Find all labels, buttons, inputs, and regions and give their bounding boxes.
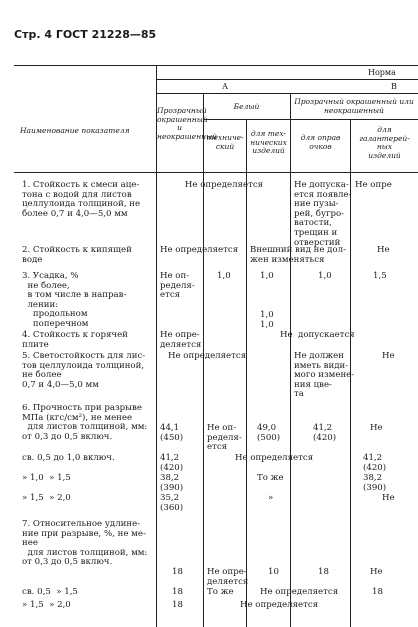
row6b-mid: Не определяется [235, 453, 314, 463]
white-rule [203, 119, 418, 120]
header-haberdashery: для галантерей- ных изделий [359, 125, 410, 160]
table-top-rule [14, 65, 418, 66]
row4-c1: Не опре- деляется [160, 330, 202, 350]
header-b: В [391, 82, 397, 91]
row7b-c5: 18 [372, 587, 383, 597]
row7b-name: св. 0,5 » 1,5 [22, 587, 78, 597]
row7b-mid: Не определяется [260, 587, 339, 597]
row5-b: Не должен иметь види- мого измене- ния цве- та [294, 351, 355, 400]
header-tech-items: для тех- нических изделий [250, 129, 287, 155]
row6d-c5: Не [382, 493, 395, 503]
col-divider-3 [246, 119, 247, 627]
row3-c1: Не оп- ределя- ется [160, 271, 195, 301]
row6-name: 6. Прочность при разрыве МПа (кгс/см²), не менее для листов толщиной, мм: от 0,3 до 0,5 включ. [22, 403, 148, 442]
header-bottom-rule [14, 172, 418, 173]
row7c-mid: Не определяется [240, 600, 319, 610]
row3-c3b: 1,0 1,0 [260, 310, 274, 330]
row5-name: 5. Светостойкость для лис- тов целлулоида толщиной, не более 0,7 и 4,0—5,0 мм [22, 351, 146, 390]
header-technical: техниче- ский [206, 133, 244, 151]
page-header: Стр. 4 ГОСТ 21228—85 [14, 28, 157, 41]
row6b-c1: 41,2 (420) [160, 453, 184, 473]
row6c-name: » 1,0 » 1,5 [22, 473, 71, 483]
row4-rest: Не допускается [280, 330, 355, 340]
row1-b1: Не допуска- ется появле- ние пузы- рей, бугро- ватости, трещин и отверстий [294, 180, 352, 248]
row7a-c4: 18 [318, 567, 329, 577]
row4-name: 4. Стойкость к горячей плите [22, 330, 128, 350]
header-norma: Норма [368, 68, 396, 77]
row6a-c3: 49,0 (500) [257, 423, 281, 443]
row7-name: 7. Относительное удлине- ние при разрыве, %, не ме- нее для листов толщиной, мм: от 0,3 до 0,5 включ. [22, 519, 148, 568]
row6c-c1: 38,2 (390) [160, 473, 184, 493]
header-eyeglass: для оправ очков [300, 133, 341, 151]
row6a-c2: Не оп- ределя- ется [207, 423, 242, 453]
header-transp-painted: Прозрачный окрашенный или неокрашенный [294, 97, 414, 115]
row7c-c1: 18 [172, 600, 183, 610]
row1-b2: Не опре [355, 180, 392, 190]
row2-a: Не определяется [160, 245, 239, 255]
row6c-mid: То же [257, 473, 284, 483]
row3-c3: 1,0 [260, 271, 274, 281]
ab-rule [156, 93, 418, 94]
row7a-c2: Не опре- деляется [207, 567, 249, 587]
row6d-mid: » [268, 493, 274, 503]
row7b-c2: То же [207, 587, 234, 597]
row2-c: Не [377, 245, 390, 255]
row5-c: Не [382, 351, 395, 361]
header-white: Белый [233, 102, 260, 111]
row3-c4: 1,0 [318, 271, 332, 281]
row6b-c5: 41,2 (420) [363, 453, 387, 473]
row6d-c1: 35,2 (360) [160, 493, 184, 513]
norma-rule [156, 79, 418, 80]
row7b-c1: 18 [172, 587, 183, 597]
row6a-c1: 44,1 (450) [160, 423, 184, 443]
row7a-c1: 18 [172, 567, 183, 577]
row6d-name: » 1,5 » 2,0 [22, 493, 71, 503]
row6a-c4: 41,2 (420) [313, 423, 337, 443]
row7a-c3: 10 [268, 567, 279, 577]
row6b-name: св. 0,5 до 1,0 включ. [22, 453, 115, 463]
header-a: А [222, 82, 229, 91]
row1-a: Не определяется [184, 180, 264, 190]
col-divider-1 [156, 65, 157, 627]
row2-name: 2. Стойкость к кипящей воде [22, 245, 132, 265]
row1-name: 1. Стойкость к смеси аце- тона с водой для листов целлулоида толщиной, не более 0,7 и 4,0—5,0 мм [22, 180, 141, 219]
row2-b: Внешний вид не дол- жен изменяться [250, 245, 346, 265]
row6a-c5: Не [370, 423, 383, 433]
header-transparent-unpainted: Прозрачный окрашенный и неокрашенный [157, 106, 218, 141]
row3-name: 3. Усадка, % не более, в том числе в направ- лении: продольном поперечном [22, 271, 127, 329]
col-divider-4 [290, 93, 291, 627]
row5-a: Не определяется [168, 351, 247, 361]
row7a-c5: Не [370, 567, 383, 577]
row6c-c5: 38,2 (390) [363, 473, 387, 493]
row3-c2: 1,0 [217, 271, 231, 281]
row7c-name: » 1,5 » 2,0 [22, 600, 71, 610]
header-indicator: Наименование показателя [20, 126, 130, 135]
row3-c5: 1,5 [373, 271, 387, 281]
